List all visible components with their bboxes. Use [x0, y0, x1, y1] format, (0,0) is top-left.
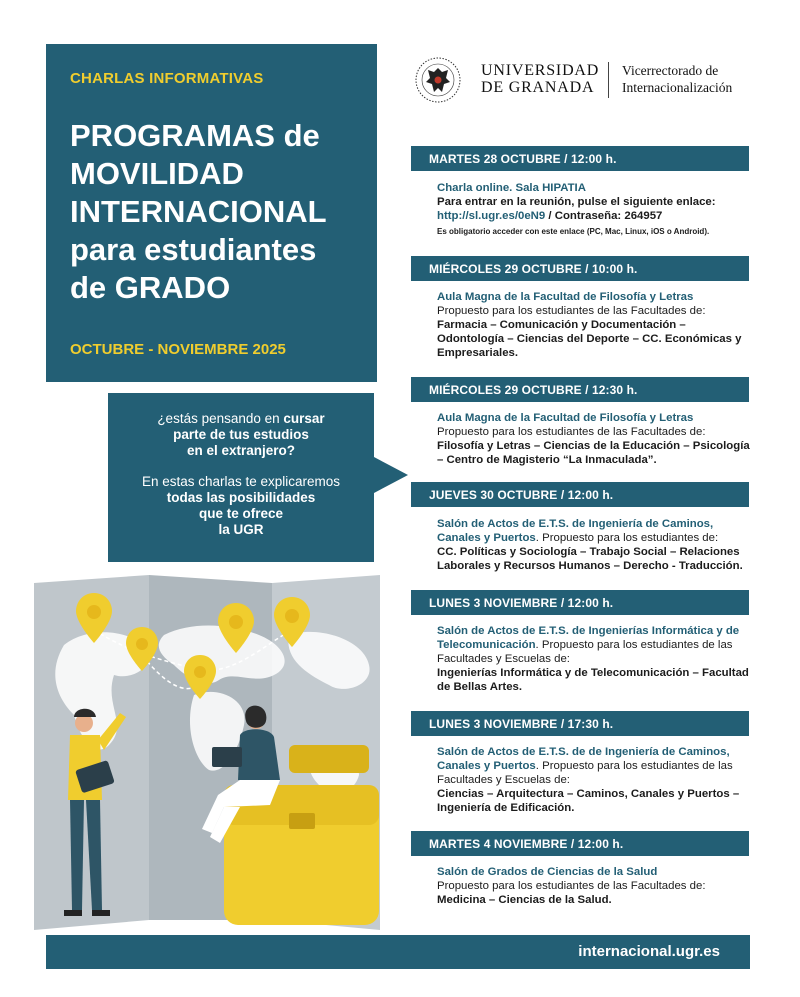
bubble-emphasis: la UGR [218, 522, 264, 537]
meeting-password: / Contraseña: 264957 [545, 210, 663, 222]
title-line: MOVILIDAD [70, 156, 244, 191]
dates: OCTUBRE - NOVIEMBRE 2025 [70, 341, 286, 358]
office-line: Internacionalización [622, 80, 733, 95]
event-header: JUEVES 30 OCTUBRE / 12:00 h. [411, 482, 749, 507]
bubble-question [108, 411, 374, 459]
title-line: para estudiantes [70, 232, 317, 267]
event-faculties: Farmacia – Comunicación y Documentación – Odontología – Ciencias del Deporte – CC. Económicas y Empresariales. [437, 319, 742, 359]
event-place: Salón de Actos de E.T.S. de Ingenierías Informática y de Telecomunicación [437, 625, 740, 651]
event-place: Charla online. Sala HIPATIA [437, 182, 586, 194]
title-line: PROGRAMAS de [70, 118, 320, 153]
event-note: Es obligatorio acceder con este enlace (PC, Mac, Linux, iOS o Android). [437, 227, 710, 236]
event-details [437, 290, 753, 360]
bubble-emphasis: parte de tus estudios [173, 427, 309, 442]
bubble-emphasis: todas las posibilidades [166, 490, 316, 505]
bubble-emphasis: que te ofrece [198, 506, 284, 521]
website-link[interactable]: internacional.ugr.es [578, 943, 720, 960]
bubble-emphasis: en el extranjero? [186, 443, 296, 458]
event-header: LUNES 3 NOVIEMBRE / 17:30 h. [411, 711, 749, 736]
bubble-tail [374, 457, 408, 493]
event-header: MIÉRCOLES 29 OCTUBRE / 12:30 h. [411, 377, 749, 402]
office-name [622, 62, 732, 96]
event-header: MIÉRCOLES 29 OCTUBRE / 10:00 h. [411, 256, 749, 281]
travel-illustration [34, 575, 380, 930]
speech-bubble [108, 393, 374, 562]
title-box [46, 44, 377, 382]
meeting-link[interactable]: http://sl.ugr.es/0eN9 [437, 210, 546, 222]
event-text: Para entrar en la reunión, pulse el siguiente enlace: [437, 196, 716, 208]
event-header: MARTES 4 NOVIEMBRE / 12:00 h. [411, 831, 749, 856]
page-title [70, 117, 353, 307]
office-line: Vicerrectorado de [622, 63, 719, 78]
footer-bar [46, 935, 750, 969]
event-place: Aula Magna de la Facultad de Filosofía y Letras [437, 291, 694, 303]
bubble-text: ¿estás pensando en [157, 411, 284, 426]
university-name [481, 62, 599, 96]
kicker: CHARLAS INFORMATIVAS [70, 70, 264, 87]
university-line: DE GRANADA [481, 79, 595, 96]
event-faculties: Ingenierías Informática y de Telecomunicación – Facultad de Bellas Artes. [437, 667, 749, 693]
event-text: . Propuesto para los estudiantes de las Facultades y Escuelas de: [437, 639, 733, 665]
event-details [437, 865, 753, 907]
event-faculties: CC. Políticas y Sociología – Trabajo Social – Relaciones Laborales y Recursos Humanos – Derecho - Traducción. [437, 546, 743, 572]
bubble-emphasis: cursar [283, 411, 325, 426]
event-details [437, 517, 753, 573]
event-details [437, 181, 753, 239]
event-text: . Propuesto para los estudiantes de: [535, 532, 719, 544]
event-place: Salón de Actos de E.T.S. de Ingeniería de Caminos, Canales y Puertos [437, 518, 714, 544]
event-details [437, 745, 753, 815]
title-line: de GRADO [70, 270, 231, 305]
event-text: Propuesto para los estudiantes de las Facultades de: [437, 305, 706, 317]
event-details [437, 624, 753, 694]
event-text: Propuesto para los estudiantes de las Facultades de: [437, 880, 706, 892]
event-faculties: Filosofía y Letras – Ciencias de la Educación – Psicología – Centro de Magisterio “La Inmaculada”. [437, 440, 750, 466]
logo-divider [608, 62, 609, 98]
ugr-seal-icon [414, 56, 462, 104]
university-logo [414, 56, 754, 104]
event-header: MARTES 28 OCTUBRE / 12:00 h. [411, 146, 749, 171]
event-details [437, 411, 753, 467]
event-place: Salón de Grados de Ciencias de la Salud [437, 866, 658, 878]
event-place: Aula Magna de la Facultad de Filosofía y Letras [437, 412, 694, 424]
bubble-answer [108, 474, 374, 538]
event-faculties: Ciencias – Arquitectura – Caminos, Canales y Puertos – Ingeniería de Edificación. [437, 788, 740, 814]
event-text: Propuesto para los estudiantes de las Facultades de: [437, 426, 706, 438]
title-line: INTERNACIONAL [70, 194, 327, 229]
event-faculties: Medicina – Ciencias de la Salud. [437, 894, 612, 906]
event-text: . Propuesto para los estudiantes de las Facultades y Escuelas de: [437, 760, 733, 786]
event-header: LUNES 3 NOVIEMBRE / 12:00 h. [411, 590, 749, 615]
university-line: UNIVERSIDAD [481, 62, 600, 79]
bubble-text: En estas charlas te explicaremos [141, 474, 341, 489]
event-place: Salón de Actos de E.T.S. de de Ingeniería de Caminos, Canales y Puertos [437, 746, 730, 772]
